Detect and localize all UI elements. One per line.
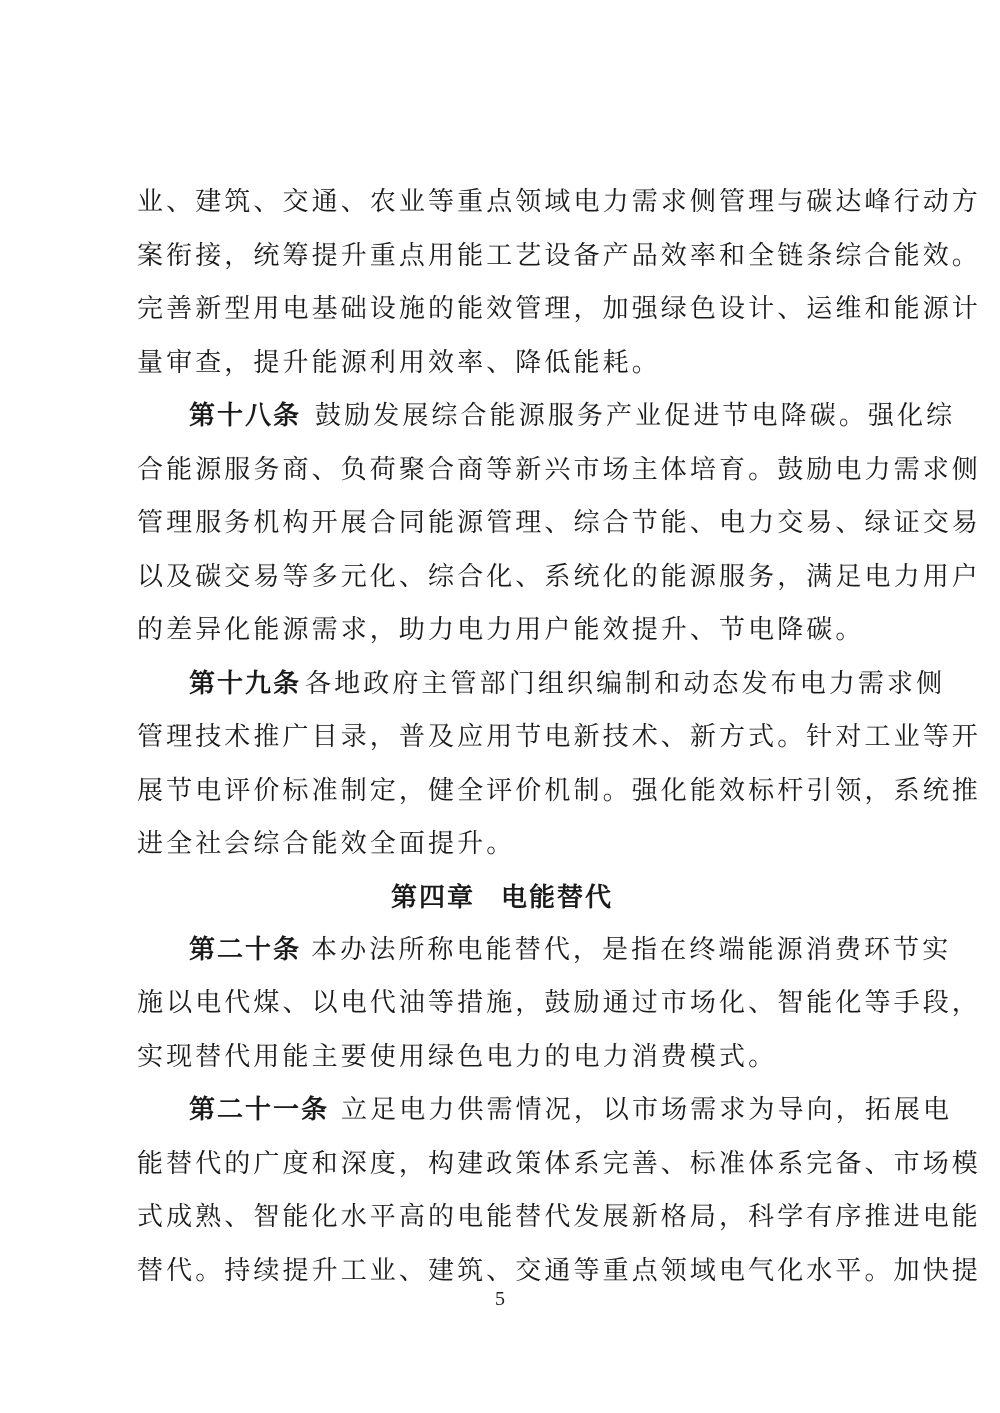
article-20 [137,924,981,1085]
chapter-title: 电能替代 [501,882,614,913]
article-heading: 第十八条 [189,401,302,431]
chapter-number: 第四章 [390,882,475,913]
text-line: 的差异化能源需求，助力电力用户能效提升、节电降碳。 [137,615,865,645]
article-heading: 第二十一条 [189,1095,330,1125]
text-line: 展节电评价标准制定，健全评价机制。强化能效标杆引领，系统推 [137,775,981,806]
page-number: 5 [495,1288,505,1310]
article-text: 各地政府主管部门组织编制和动态发布电力需求侧 [305,668,946,699]
text-line: 量审查，提升能源利用效率、降低能耗。 [137,347,661,378]
text-line: 业、建筑、交通、农业等重点领域电力需求侧管理与碳达峰行动方 [137,187,981,217]
text-line: 实现替代用能主要使用绿色电力的电力消费模式。 [137,1041,778,1072]
text-line: 施以电代煤、以电代油等措施，鼓励通过市场化、智能化等手段， [137,988,981,1018]
article-19 [137,658,981,872]
article-21 [137,1084,981,1298]
text-line: 合能源服务商、负荷聚合商等新兴市场主体培育。鼓励电力需求侧 [137,454,981,485]
text-line [137,658,946,712]
text-line: 能替代的广度和深度，构建政策体系完善、标准体系完备、市场模 [137,1148,981,1179]
chapter-heading [137,872,867,924]
text-line: 案衔接，统筹提升重点用能工艺设备产品效率和全链条综合能效。 [137,240,981,271]
text-line: 替代。持续提升工业、建筑、交通等重点领域电气化水平。加快提 [137,1255,981,1286]
text-line: 以及碳交易等多元化、综合化、系统化的能源服务，满足电力用户 [137,561,981,592]
article-heading: 第十九条 [189,668,302,699]
text-line: 管理服务机构开展合同能源管理、综合节能、电力交易、绿证交易 [137,508,981,538]
text-line [137,390,956,444]
article-text: 立足电力供需情况，以市场需求为导向，拓展电 [341,1095,953,1125]
article-text: 本办法所称电能替代，是指在终端能源消费环节实 [311,934,952,965]
text-line: 进全社会综合能效全面提升。 [137,829,516,859]
article-text: 鼓励发展综合能源服务产业促进节电降碳。强化综 [315,401,956,431]
paragraph-continuation [137,176,981,390]
text-line: 式成熟、智能化水平高的电能替代发展新格局，科学有序推进电能 [137,1202,981,1232]
article-heading: 第二十条 [189,934,302,965]
text-line [137,1084,953,1138]
text-line [137,924,952,978]
document-body [137,176,981,1298]
article-18 [137,390,981,658]
text-line: 完善新型用电基础设施的能效管理，加强绿色设计、运维和能源计 [137,294,981,324]
text-line: 管理技术推广目录，普及应用节电新技术、新方式。针对工业等开 [137,722,981,752]
